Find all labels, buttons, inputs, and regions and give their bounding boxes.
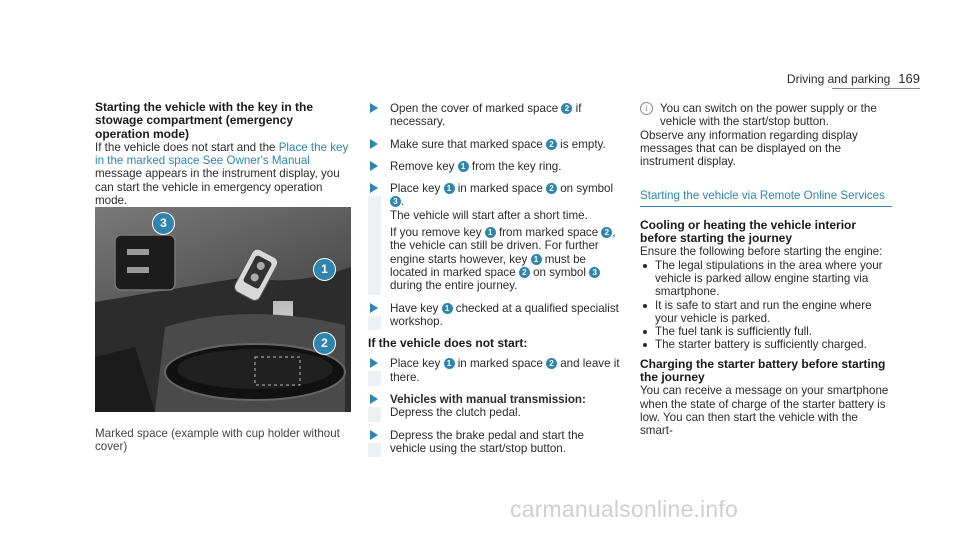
console-illustration	[95, 207, 351, 412]
step-text: from the key ring.	[468, 159, 562, 173]
observe-paragraph: Observe any information regarding display messages that can be displayed on the instrument display.	[640, 128, 858, 169]
step-text: in marked space	[454, 357, 547, 371]
step-condition: Vehicles with manual transmission:	[390, 393, 586, 407]
step-text: , the vehicle can still be driven. For further engine starts however, key	[390, 226, 616, 266]
step-text: during the entire journey.	[390, 279, 518, 293]
ref-badge: 1	[444, 358, 455, 369]
remote-services-heading: Starting the vehicle via Remote Online Services	[640, 189, 892, 206]
ref-badge: 3	[390, 196, 401, 207]
section-title: Driving and parking	[786, 72, 891, 86]
step-text: is empty.	[556, 137, 606, 151]
info-note	[640, 102, 892, 129]
ref-badge: 2	[519, 267, 530, 278]
display-message-text: Place the key in the marked space See Owner's Manual	[95, 140, 349, 168]
step-text: on symbol	[529, 265, 590, 279]
step-remove-key	[368, 160, 623, 173]
step-text: Depress the clutch pedal.	[390, 406, 521, 420]
conditions-list	[640, 259, 892, 352]
step-text: in marked space	[454, 182, 547, 196]
intro-paragraph	[95, 141, 350, 207]
column-2	[368, 102, 623, 464]
ref-badge: 2	[561, 103, 572, 114]
step-brake-start	[368, 429, 623, 456]
ref-badge: 1	[444, 183, 455, 194]
ref-badge: 1	[485, 227, 496, 238]
step-arrow-icon	[370, 358, 378, 368]
ref-badge: 2	[546, 139, 557, 150]
ref-badge: 1	[531, 254, 542, 265]
step-text: from marked space	[495, 226, 602, 240]
column-3	[640, 102, 892, 438]
step-band	[368, 443, 381, 458]
step-text: Place key	[390, 357, 444, 371]
step-band	[368, 316, 381, 331]
column-1	[95, 101, 350, 207]
ref-badge: 1	[458, 161, 469, 172]
ref-badge: 3	[589, 267, 600, 278]
list-item: The fuel tank is sufficiently full.	[640, 325, 892, 338]
ref-badge: 2	[601, 227, 612, 238]
step-text: Open the cover of marked space	[390, 102, 562, 115]
figure-caption: Marked space (example with cup holder without cover)	[95, 427, 340, 454]
step-text: Have key	[390, 301, 442, 315]
page-number: 169	[898, 71, 920, 86]
step-text: Remove key	[390, 159, 458, 173]
step-place-key	[368, 182, 623, 292]
step-clutch	[368, 393, 623, 420]
step-result-text: The vehicle will start after a short time.	[390, 208, 588, 222]
step-leave-key	[368, 357, 623, 384]
subheading-no-start: If the vehicle does not start:	[368, 336, 528, 351]
step-text: If you remove key	[390, 226, 485, 240]
header-rule	[832, 88, 920, 89]
ref-badge: 2	[546, 183, 557, 194]
figure-marked-space	[95, 207, 351, 412]
cooling-heading: Cooling or heating the vehicle interior before starting the journey	[640, 217, 857, 246]
step-band	[368, 407, 381, 422]
info-icon: i	[640, 102, 653, 115]
list-item: The legal stipulations in the area where your vehicle is parked allow engine starting via smartphone.	[640, 259, 892, 299]
ref-badge: 2	[546, 358, 557, 369]
intro-text-end: message appears in the instrument display, you can start the vehicle in emergency operation mode.	[95, 167, 340, 208]
step-arrow-icon	[370, 139, 378, 149]
step-text: checked at a qualified specialist workshop.	[390, 301, 619, 328]
section-heading: Starting the vehicle with the key in the stowage compartment (emergency operation mode)	[95, 100, 314, 141]
step-arrow-icon	[370, 430, 378, 440]
charging-heading: Charging the starter battery before starting the journey	[640, 356, 886, 385]
ref-badge: 1	[442, 303, 453, 314]
step-band	[368, 196, 381, 294]
watermark: carmanualsonline.info	[510, 496, 738, 522]
list-item: It is safe to start and run the engine where your vehicle is parked.	[640, 299, 892, 326]
list-item: The starter battery is sufficiently charged.	[640, 338, 892, 351]
callout-3: 3	[152, 212, 175, 235]
step-text: on symbol	[557, 182, 614, 196]
step-arrow-icon	[370, 303, 378, 313]
step-arrow-icon	[370, 183, 378, 193]
intro-text: If the vehicle does not start and the	[95, 140, 279, 154]
step-arrow-icon	[370, 394, 378, 404]
step-check-key	[368, 302, 623, 329]
note-text: You can switch on the power supply or the vehicle with the start/stop button.	[660, 102, 877, 129]
step-band	[368, 371, 381, 386]
step-detail	[390, 226, 623, 292]
ensure-paragraph: Ensure the following before starting the engine:	[640, 245, 883, 259]
step-text: must be located in marked space	[390, 252, 586, 279]
step-open-cover	[368, 102, 623, 129]
step-text: .	[401, 195, 405, 209]
step-text: Depress the brake pedal and start the vehicle using the start/stop button.	[390, 428, 584, 455]
final-paragraph: You can receive a message on your smartphone when the state of charge of the starter battery is low. You can then start the vehicle with the smart-	[640, 384, 889, 438]
callout-2: 2	[313, 332, 336, 355]
step-arrow-icon	[370, 103, 378, 113]
callout-1: 1	[313, 258, 336, 281]
page-header	[787, 72, 920, 86]
step-ensure-empty	[368, 138, 623, 151]
step-text: Make sure that marked space	[390, 137, 546, 151]
step-text: and leave it there.	[390, 357, 620, 384]
step-text: if necessary.	[390, 102, 582, 129]
step-text: Place key	[390, 182, 444, 196]
step-arrow-icon	[370, 161, 378, 171]
